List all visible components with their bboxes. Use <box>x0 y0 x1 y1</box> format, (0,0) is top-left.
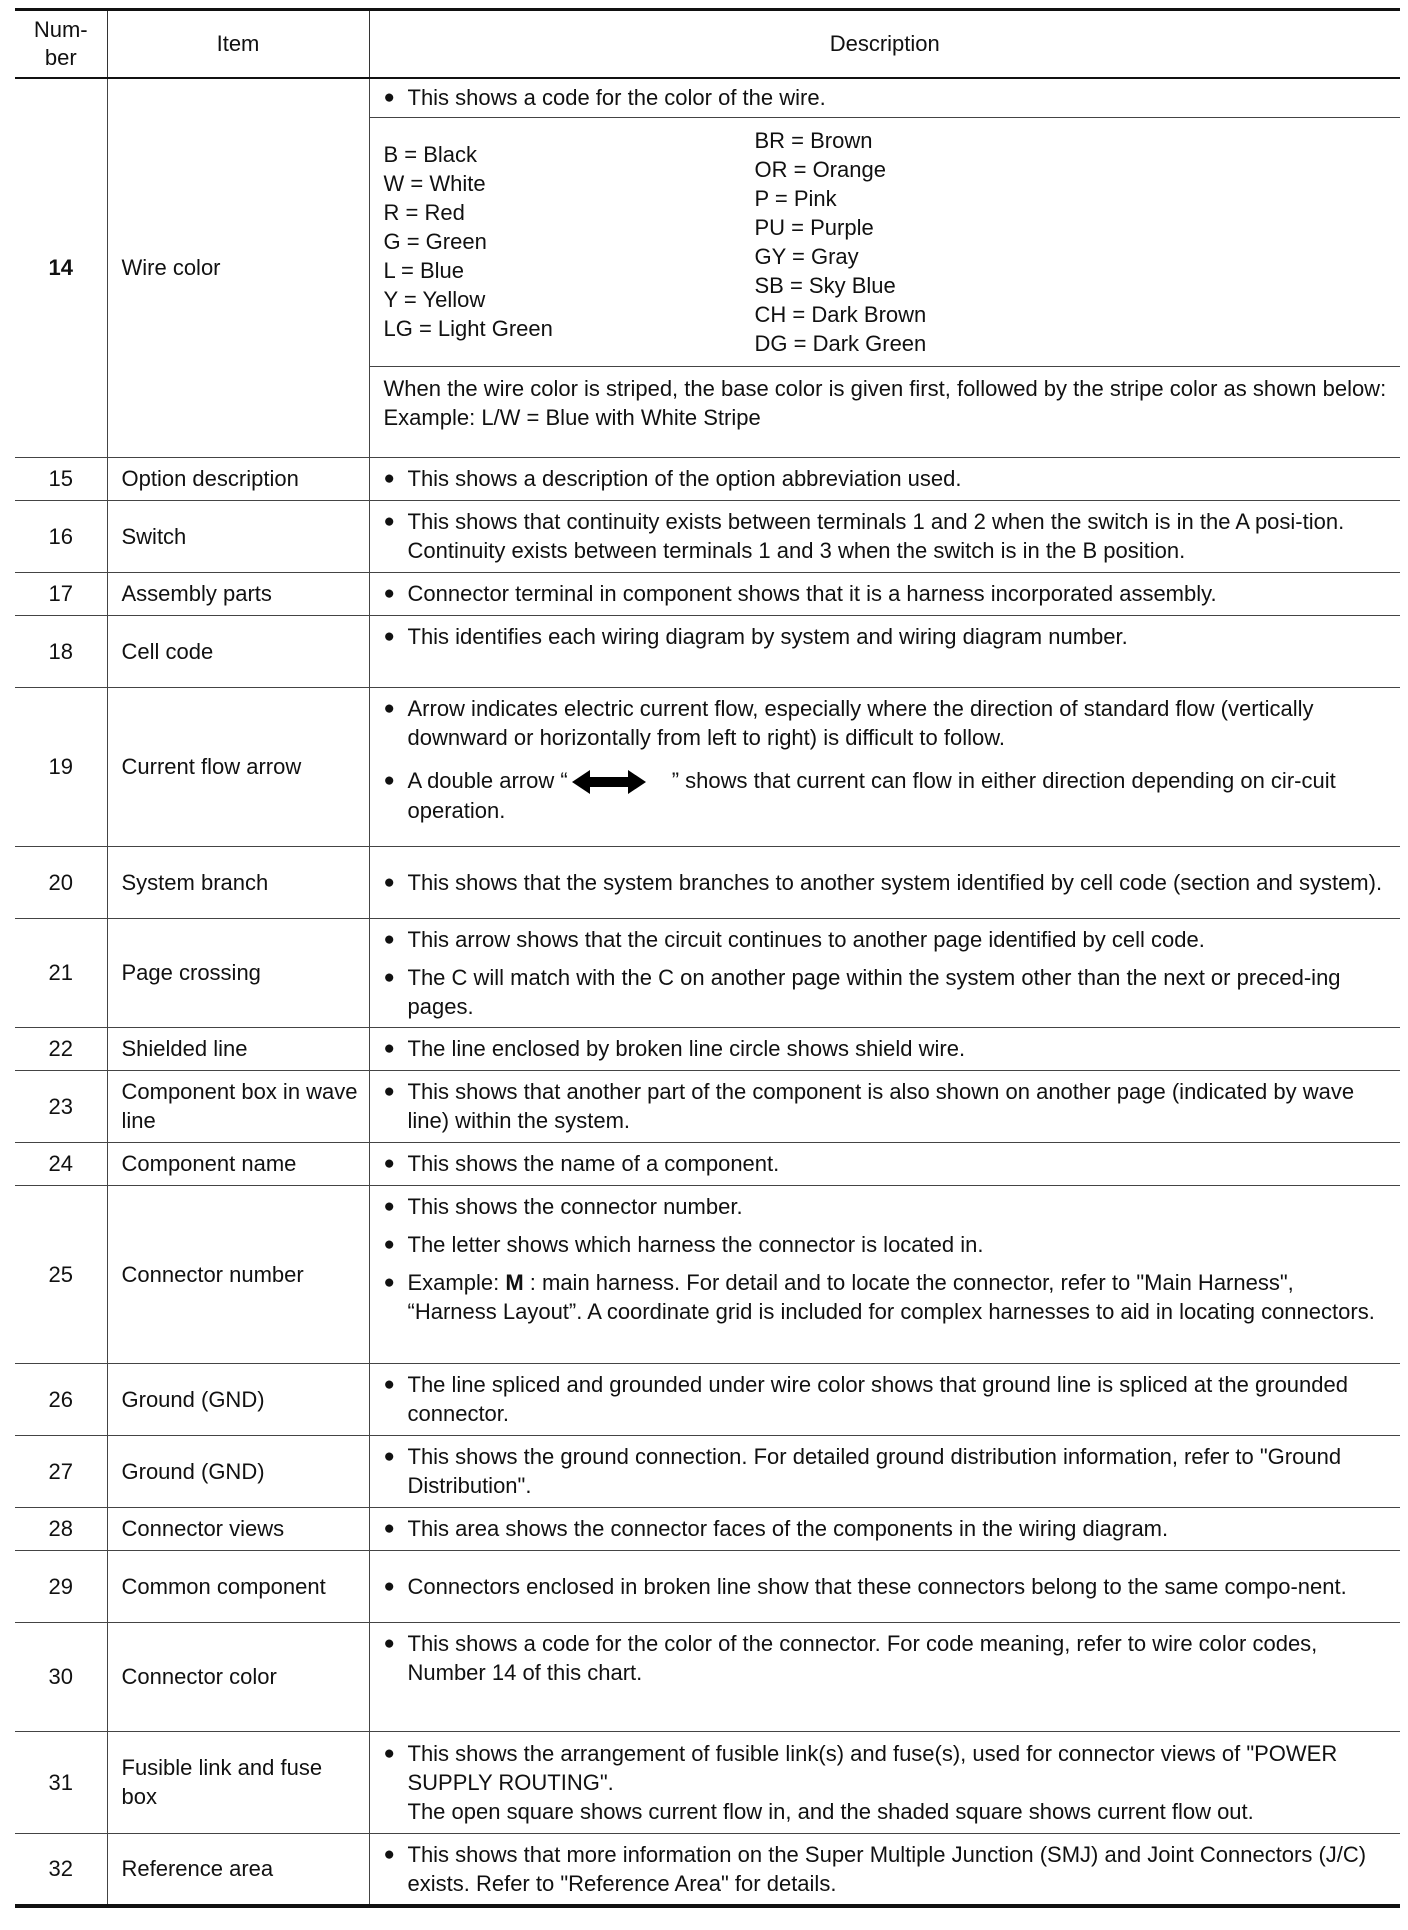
table-row <box>15 1550 1400 1622</box>
row-number: 31 <box>15 1731 107 1833</box>
row-description <box>369 572 1400 615</box>
row-description <box>369 1142 1400 1185</box>
color-code: R = Red <box>383 200 465 225</box>
bullet-text: This arrow shows that the circuit continues to another page identified by cell code. <box>407 926 1205 952</box>
bullet-icon: ● <box>383 1446 395 1467</box>
bullet-icon: ● <box>383 1153 395 1174</box>
row-number: 14 <box>15 78 107 457</box>
row-number: 15 <box>15 457 107 500</box>
row-description <box>369 918 1400 1027</box>
bullet-text: The C will match with the C on another page within the system other than the next or preced-ing pages. <box>407 964 1341 1019</box>
header-item: Item <box>107 10 369 79</box>
bullet-icon: ● <box>383 928 395 950</box>
table-row <box>15 1142 1400 1185</box>
row-item: Component name <box>107 1142 369 1185</box>
table-row <box>15 1507 1400 1550</box>
row-item: System branch <box>107 846 369 918</box>
bullet-text: The line enclosed by broken line circle shows shield wire. <box>407 1036 966 1061</box>
row-number: 25 <box>15 1185 107 1363</box>
bullet-text: This shows the arrangement of fusible link(s) and fuse(s), used for connector views of "POWER SUPPLY ROUTING". <box>407 1740 1338 1795</box>
double-arrow-icon <box>572 768 646 796</box>
bullet-text: This shows a description of the option abbreviation used. <box>407 466 962 491</box>
row-description <box>369 1435 1400 1507</box>
table-row <box>15 918 1400 1027</box>
table-row <box>15 1027 1400 1070</box>
connector-example <box>408 1268 1389 1326</box>
bullet-text: Arrow indicates electric current flow, especially where the direction of standard flow (vertically downward or horizontally from left to right) is difficult to follow. <box>407 695 1314 750</box>
row-item: Connector color <box>107 1622 369 1731</box>
row-number: 29 <box>15 1550 107 1622</box>
bullet-text: This shows that the system branches to another system identified by cell code (section and system). <box>407 869 1383 895</box>
bullet-icon: ● <box>383 1195 395 1217</box>
table-row <box>15 687 1400 846</box>
row-description <box>369 846 1400 918</box>
bullet-text: The line spliced and grounded under wire color shows that ground line is spliced at the grounded connector. <box>407 1372 1348 1426</box>
table-row <box>15 1622 1400 1731</box>
row-number: 32 <box>15 1833 107 1906</box>
row-number: 20 <box>15 846 107 918</box>
row-number: 26 <box>15 1363 107 1435</box>
row-number: 21 <box>15 918 107 1027</box>
bullet-icon: ● <box>383 1742 395 1764</box>
bullet-text: The letter shows which harness the connector is located in. <box>407 1231 984 1257</box>
row-item: Ground (GND) <box>107 1363 369 1435</box>
bullet-text: This area shows the connector faces of the components in the wiring diagram. <box>407 1516 1169 1541</box>
row-item: Common component <box>107 1550 369 1622</box>
table-row <box>15 1363 1400 1435</box>
stripe-note-text: When the wire color is striped, the base color is given first, followed by the stripe color as shown below: <box>383 376 1387 401</box>
bullet-icon: ● <box>383 1374 395 1395</box>
table-row <box>15 457 1400 500</box>
row-item: Wire color <box>107 78 369 457</box>
example-harness-letter: M <box>505 1269 524 1295</box>
wire-color-stripe-note <box>370 367 1401 437</box>
color-code: BR = Brown <box>754 128 873 153</box>
row-description <box>369 1185 1400 1363</box>
table-row <box>15 1185 1400 1363</box>
table-row <box>15 572 1400 615</box>
row-description <box>369 1622 1400 1731</box>
row-item: Component box in wave line <box>107 1070 369 1142</box>
row-description <box>369 1833 1400 1906</box>
bullet-text: Connectors enclosed in broken line show that these connectors belong to the same compo-nent. <box>407 1573 1347 1599</box>
row-number: 27 <box>15 1435 107 1507</box>
row-description <box>369 1550 1400 1622</box>
row-number: 19 <box>15 687 107 846</box>
bullet-text: This shows the connector number. <box>407 1193 743 1219</box>
example-prefix: Example: <box>407 1269 506 1295</box>
bullet-text: This shows the ground connection. For detailed ground distribution information, refer to "Ground Distribution". <box>407 1444 1342 1498</box>
row-number: 24 <box>15 1142 107 1185</box>
bullet-text: This shows the name of a component. <box>407 1151 780 1176</box>
color-code: GY = Gray <box>754 244 859 269</box>
color-code: B = Black <box>383 142 478 167</box>
color-code: G = Green <box>383 229 487 254</box>
row-item: Fusible link and fuse box <box>107 1731 369 1833</box>
row-item: Option description <box>107 457 369 500</box>
bullet-icon: ● <box>383 87 395 108</box>
table-row <box>15 1435 1400 1507</box>
bullet-icon: ● <box>383 1271 395 1293</box>
row-number: 16 <box>15 500 107 572</box>
header-row <box>15 10 1400 79</box>
bullet-icon: ● <box>383 1575 395 1597</box>
row-description <box>369 1027 1400 1070</box>
wire-color-intro <box>370 79 1401 118</box>
color-codes-right <box>755 126 1389 358</box>
color-code: L = Blue <box>383 258 465 283</box>
color-code: LG = Light Green <box>383 316 553 341</box>
color-code: CH = Dark Brown <box>754 302 927 327</box>
color-code: W = White <box>383 171 486 196</box>
wire-color-codes <box>370 118 1401 367</box>
table-row <box>15 500 1400 572</box>
bullet-icon: ● <box>383 583 395 604</box>
header-number: Num- ber <box>15 10 107 79</box>
double-arrow-text <box>408 766 1389 825</box>
row-number: 18 <box>15 615 107 687</box>
row-description <box>369 687 1400 846</box>
bullet-text: This shows that continuity exists between terminals 1 and 2 when the switch is in the A posi-tion. Continuity exists between terminals 1 and 3 when the switch is in the B position. <box>407 509 1345 563</box>
bullet-icon: ● <box>383 966 395 988</box>
color-codes-left <box>384 126 755 358</box>
row-description <box>369 500 1400 572</box>
row-item: Reference area <box>107 1833 369 1906</box>
legend-table <box>15 8 1400 1908</box>
bullet-icon: ● <box>383 625 395 647</box>
bullet-icon: ● <box>383 1038 395 1059</box>
row-description <box>369 615 1400 687</box>
bullet-icon: ● <box>383 871 395 893</box>
row-description <box>369 1731 1400 1833</box>
bullet-icon: ● <box>383 697 395 719</box>
color-code: Y = Yellow <box>383 287 486 312</box>
bullet-text: This identifies each wiring diagram by system and wiring diagram number. <box>407 623 1128 649</box>
table-row <box>15 615 1400 687</box>
row-item: Shielded line <box>107 1027 369 1070</box>
continuation-text: The open square shows current flow in, and the shaded square shows current flow out. <box>407 1798 1254 1824</box>
color-code: DG = Dark Green <box>754 331 927 356</box>
bullet-icon: ● <box>383 511 395 532</box>
bullet-icon: ● <box>383 1081 395 1102</box>
row-item: Page crossing <box>107 918 369 1027</box>
header-description: Description <box>369 10 1400 79</box>
color-code: OR = Orange <box>754 157 886 182</box>
color-code: SB = Sky Blue <box>754 273 896 298</box>
row-item: Connector views <box>107 1507 369 1550</box>
row-description <box>369 78 1400 457</box>
bullet-icon: ● <box>383 1233 395 1255</box>
row-item: Cell code <box>107 615 369 687</box>
double-arrow-pre: A double arrow “ <box>407 767 568 793</box>
color-code: P = Pink <box>754 186 837 211</box>
bullet-text: This shows a code for the color of the connector. For code meaning, refer to wire color codes, Number 14 of this chart. <box>407 1630 1318 1685</box>
bullet-icon: ● <box>383 1632 395 1654</box>
row-number: 23 <box>15 1070 107 1142</box>
row-number: 17 <box>15 572 107 615</box>
example-detail: : main harness. For detail and to locate the connector, refer to "Main Harness", “Harness Layout”. A coordinate grid is included for complex harnesses to aid in locating connectors. <box>407 1269 1375 1324</box>
row-number: 30 <box>15 1622 107 1731</box>
stripe-example-text: Example: L/W = Blue with White Stripe <box>383 405 761 430</box>
row-description <box>369 1070 1400 1142</box>
table-row <box>15 78 1400 457</box>
bullet-icon: ● <box>383 1843 395 1865</box>
bullet-text: This shows a code for the color of the wire. <box>407 85 826 110</box>
row-item: Connector number <box>107 1185 369 1363</box>
wiring-legend-document <box>15 8 1400 1908</box>
row-number: 22 <box>15 1027 107 1070</box>
table-row <box>15 1833 1400 1906</box>
row-number: 28 <box>15 1507 107 1550</box>
row-description <box>369 457 1400 500</box>
bullet-text: This shows that more information on the Super Multiple Junction (SMJ) and Joint Connectors (J/C) exists. Refer to "Reference Area" for details. <box>407 1841 1367 1896</box>
bullet-icon: ● <box>383 468 395 489</box>
row-description <box>369 1363 1400 1435</box>
bullet-text-group <box>408 1739 1389 1826</box>
bullet-icon: ● <box>383 1518 395 1539</box>
row-description <box>369 1507 1400 1550</box>
bullet-icon: ● <box>383 769 395 791</box>
row-item: Ground (GND) <box>107 1435 369 1507</box>
color-code: PU = Purple <box>754 215 874 240</box>
bullet-text: Connector terminal in component shows that it is a harness incorporated assembly. <box>407 581 1217 606</box>
row-item: Current flow arrow <box>107 687 369 846</box>
row-item: Switch <box>107 500 369 572</box>
bullet-text: This shows that another part of the component is also shown on another page (indicated by wave line) within the system. <box>407 1079 1355 1133</box>
table-row <box>15 846 1400 918</box>
table-row <box>15 1731 1400 1833</box>
row-item: Assembly parts <box>107 572 369 615</box>
double-arrow-post: ” shows that current can flow in either direction depending on cir-cuit operation. <box>407 767 1336 823</box>
table-row <box>15 1070 1400 1142</box>
